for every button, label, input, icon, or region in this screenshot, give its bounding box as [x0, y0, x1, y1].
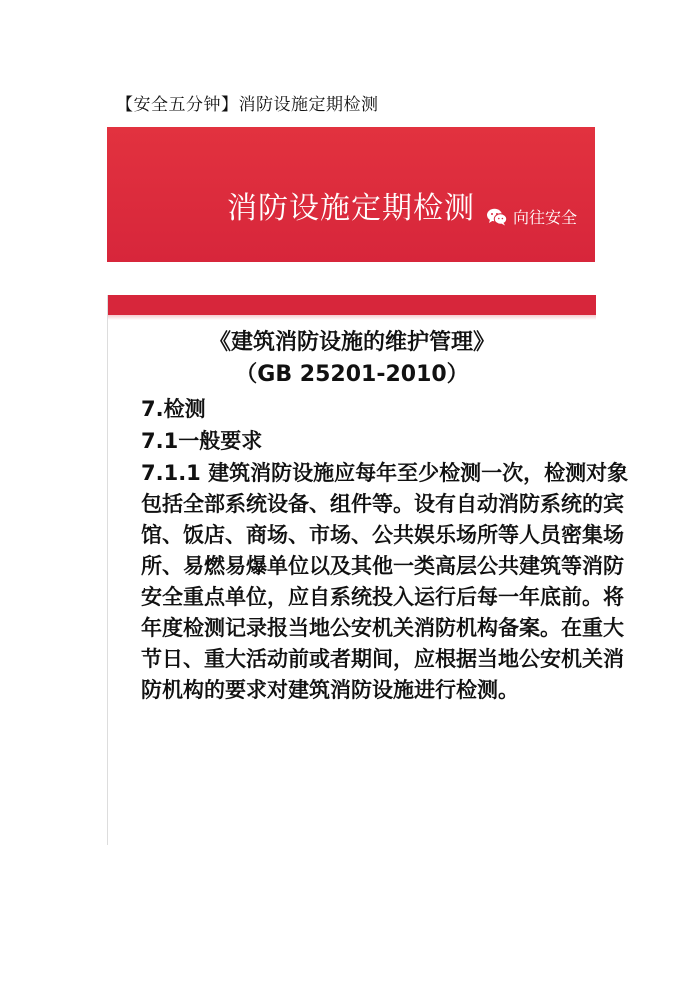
- wechat-icon: [486, 207, 508, 227]
- paragraph-line: 包括全部系统设备、组件等。设有自动消防系统的宾: [141, 492, 624, 516]
- paragraph-line: 馆、饭店、商场、市场、公共娱乐场所等人员密集场: [141, 523, 624, 547]
- section-heading-7: 7.检测: [141, 397, 206, 421]
- banner-title: 消防设施定期检测: [227, 191, 475, 226]
- section-heading-7-1: 7.1一般要求: [141, 429, 263, 453]
- title-banner: [107, 127, 595, 262]
- page-title: 【安全五分钟】消防设施定期检测: [116, 95, 379, 115]
- paragraph-line: 7.1.1 建筑消防设施应每年至少检测一次，检测对象: [141, 461, 629, 485]
- paragraph-line: 所、易燃易爆单位以及其他一类高层公共建筑等消防: [141, 554, 624, 578]
- brand-name: 向往安全: [512, 208, 577, 227]
- content-slide: [107, 295, 629, 845]
- book-title: 《建筑消防设施的维护管理》: [208, 330, 495, 355]
- paragraph-line: 节日、重大活动前或者期间，应根据当地公安机关消: [141, 647, 624, 671]
- paragraph-line: 安全重点单位，应自系统投入运行后每一年底前。将: [141, 585, 624, 609]
- paragraph-line: 防机构的要求对建筑消防设施进行检测。: [141, 678, 519, 702]
- slide-top-bar: [108, 295, 596, 315]
- paragraph-line: 年度检测记录报当地公安机关消防机构备案。在重大: [141, 616, 624, 640]
- slide-bar-shadow: [108, 315, 596, 320]
- standard-code: （GB 25201-2010）: [235, 362, 469, 387]
- brand-badge: [486, 205, 577, 228]
